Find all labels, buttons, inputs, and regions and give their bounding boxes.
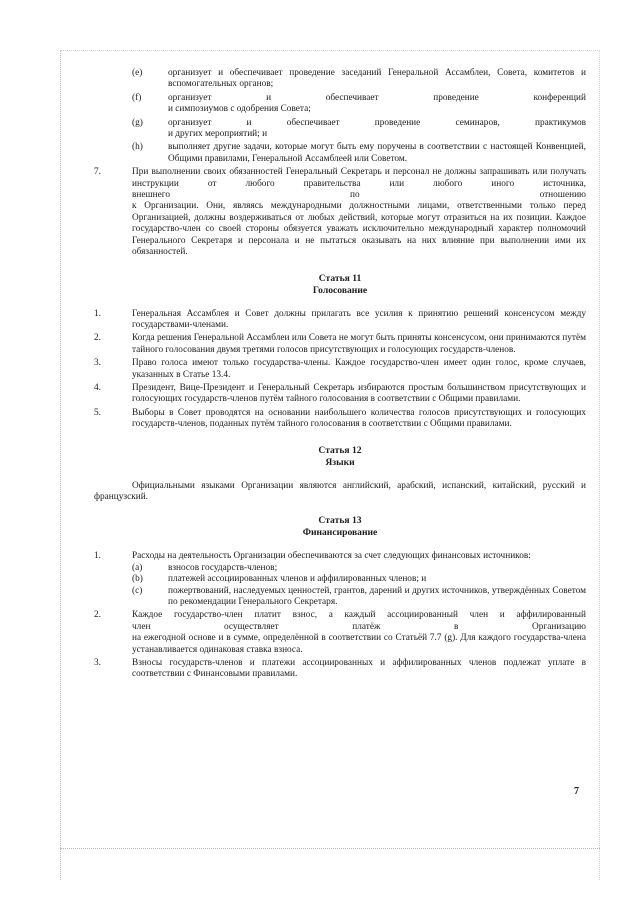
sub-item bbox=[132, 563, 586, 574]
article-title: Статья 12 bbox=[318, 444, 362, 456]
article-11-heading bbox=[94, 273, 586, 297]
item-marker: (h) bbox=[132, 142, 143, 153]
list-item bbox=[94, 309, 586, 332]
item-number: 1. bbox=[94, 551, 101, 562]
item-number: 1. bbox=[94, 308, 101, 319]
list-item bbox=[132, 142, 586, 165]
item-text-line: и симпозиумов с одобрения Совета; bbox=[168, 104, 311, 115]
article-subtitle: Голосование bbox=[312, 284, 368, 296]
paragraph-line: При выполнении своих обязанностей Генеральный Секретарь и персонал не должны запрашивать или получать инструкции от любого правительства или любого иного источника, bbox=[132, 167, 586, 189]
item-text: Генеральная Ассамблея и Совет должны прилагать все усилия к принятию решений консенсусом между государствами-членами. bbox=[132, 308, 586, 330]
item-text-line: и других мероприятий; и bbox=[168, 129, 268, 140]
item-line: Каждое государство-член платит взнос, а каждый ассоциированный член и аффилированный bbox=[132, 610, 586, 621]
list-item bbox=[94, 551, 586, 608]
page-number: 7 bbox=[574, 786, 579, 797]
bottom-rule bbox=[60, 848, 600, 849]
item-text bbox=[168, 93, 586, 116]
article-title: Статья 11 bbox=[318, 272, 362, 284]
article-12-heading bbox=[94, 445, 586, 469]
item-text: Право голоса имеют только государства-члены. Каждое государство-член имеет один голос, кроме случаев, указанных в Статье 13.4. bbox=[132, 358, 586, 380]
item-text: Выборы в Совет проводятся на основании наибольшего количества голосов присутствующих и голосующих государств-членов, поданных путём тайного голосования в соответствии с Общими правилами. bbox=[132, 407, 586, 430]
list-item bbox=[94, 383, 586, 406]
top-subitems bbox=[94, 68, 586, 165]
list-item bbox=[132, 68, 586, 91]
paragraph-line: к Организации. Они, являясь международными должностными лицами, ответственными только перед Организацией, должны воздерживаться от любых действий, которые могут отразиться на их позиции. Каждое государство-член со своей стороны обязуется уважать исключительно международный характер полномочий Генерального Секретаря и персонала и не пытаться оказывать на них влияние при выполнении ими их обязанностей. bbox=[132, 201, 586, 258]
item-text-line: организует и обеспечивает проведение конференций bbox=[168, 92, 586, 103]
item-text: организует и обеспечивает проведение заседаний Генеральной Ассамблеи, Совета, комитетов и вспомогательных органов; bbox=[168, 68, 586, 90]
list-item bbox=[94, 333, 586, 356]
sub-item-text: пожертвований, наследуемых ценностей, грантов, дарений и других источников, утверждённых Советом по рекомендации Генерального Секретаря. bbox=[168, 585, 586, 607]
paragraph-7 bbox=[94, 167, 586, 258]
item-text: Когда решения Генеральной Ассамблеи или Совета не могут быть приняты консенсусом, они принимаются путём тайного голосования двумя третями голосов присутствующих и голосующих государств-членов. bbox=[132, 333, 586, 355]
item-number: 2. bbox=[94, 610, 101, 621]
item-text: Взносы государств-членов и платежи ассоциированных и аффилированных членов подлежат уплате в соответствии с Финансовыми правилами. bbox=[132, 658, 586, 680]
article-subtitle: Языки bbox=[325, 456, 355, 468]
article-title: Статья 13 bbox=[318, 515, 362, 527]
item-intro: Расходы на деятельность Организации обеспечиваются за счет следующих финансовых источников: bbox=[132, 551, 531, 562]
list-item bbox=[94, 658, 586, 681]
item-line: на ежегодной основе и в сумме, определённой в соответствии со Статьёй 7.7 (g). Для каждого государства-члена устанавливается одинаковая ставка взноса. bbox=[132, 633, 586, 655]
list-item bbox=[132, 118, 586, 141]
sub-item-text: взносов государств-членов; bbox=[168, 562, 278, 573]
sub-item bbox=[132, 586, 586, 609]
document-body bbox=[94, 68, 586, 683]
item-text bbox=[168, 118, 586, 141]
item-marker: (g) bbox=[132, 117, 143, 128]
article-subtitle: Финансирование bbox=[302, 527, 378, 539]
item-number: 3. bbox=[94, 658, 101, 669]
item-number: 5. bbox=[94, 407, 101, 418]
list-item bbox=[94, 408, 586, 431]
item-number: 3. bbox=[94, 358, 101, 369]
item-text bbox=[132, 551, 586, 608]
item-line: член осуществляет платёж в Организацию bbox=[132, 621, 586, 632]
list-item bbox=[132, 93, 586, 116]
item-text: Президент, Вице-Президент и Генеральный Секретарь избираются простым большинством присутствующих и голосующих государств-членов путём тайного голосования в соответствии с Общими правилами. bbox=[132, 382, 586, 405]
paragraph-text bbox=[132, 167, 586, 258]
item-text bbox=[132, 610, 586, 656]
paragraph-line: внешнего по отношению bbox=[132, 190, 586, 201]
sub-item-marker: (a) bbox=[132, 562, 143, 573]
item-number: 2. bbox=[94, 333, 101, 344]
item-number: 4. bbox=[94, 382, 101, 393]
article-13-heading bbox=[94, 515, 586, 539]
item-marker: (e) bbox=[132, 68, 143, 78]
sub-item-marker: (b) bbox=[132, 574, 143, 585]
sub-item-text: платежей ассоциированных членов и аффилированных членов; и bbox=[168, 574, 427, 585]
sub-item-marker: (c) bbox=[132, 585, 143, 596]
paragraph-number: 7. bbox=[94, 167, 101, 178]
list-item bbox=[94, 358, 586, 381]
sub-item bbox=[132, 574, 586, 585]
item-marker: (f) bbox=[132, 92, 142, 103]
item-text-line: организует и обеспечивает проведение семинаров, практикумов bbox=[168, 117, 586, 128]
list-item bbox=[94, 610, 586, 656]
article-12-text: Официальными языками Организации являются английский, арабский, испанский, китайский, русский и французский. bbox=[94, 480, 586, 502]
item-text: выполняет другие задачи, которые могут быть ему поручены в соответствии с настоящей Конвенцией, Общими правилами, Генеральной Ассамблеей или Советом. bbox=[168, 142, 586, 164]
